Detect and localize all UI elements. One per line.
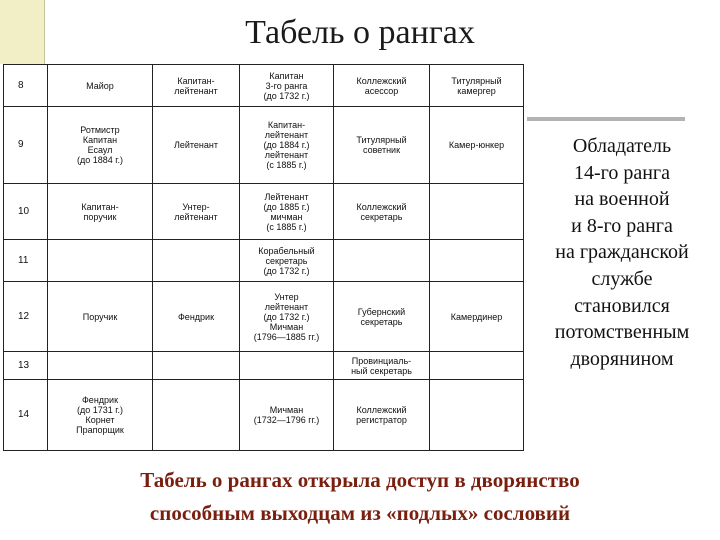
rank-number: 11 <box>4 240 48 282</box>
decorative-line <box>527 117 685 121</box>
table-cell: Корабельный секретарь (до 1732 г.) <box>240 240 334 282</box>
table-cell: Унтер- лейтенант <box>153 184 240 240</box>
table-cell <box>430 184 524 240</box>
table-cell: Провинциаль- ный секретарь <box>334 352 430 380</box>
table-cell: Капитан- лейтенант <box>153 65 240 107</box>
table-cell: Капитан 3-го ранга (до 1732 г.) <box>240 65 334 107</box>
table-cell: Майор <box>48 65 153 107</box>
table-cell: Коллежский секретарь <box>334 184 430 240</box>
table-cell <box>153 380 240 451</box>
table-row <box>4 240 524 282</box>
table-cell <box>153 352 240 380</box>
table-cell: Поручик <box>48 282 153 352</box>
table-cell <box>48 240 153 282</box>
table-cell: Ротмистр Капитан Есаул (до 1884 г.) <box>48 107 153 184</box>
table-cell <box>334 240 430 282</box>
table-cell: Титулярный камергер <box>430 65 524 107</box>
callout-text: Обладатель 14-го ранга на военной и 8-го ранга на гражданской службе становился потомственным дворянином <box>554 135 690 370</box>
table-cell: Коллежский асессор <box>334 65 430 107</box>
rank-number: 13 <box>4 352 48 380</box>
table-cell <box>153 240 240 282</box>
table-row <box>4 352 524 380</box>
table-cell: Камердинер <box>430 282 524 352</box>
rank-number: 14 <box>4 380 48 451</box>
table-cell: Капитан- лейтенант (до 1884 г.) лейтенант (с 1885 г.) <box>240 107 334 184</box>
table-cell <box>240 352 334 380</box>
table-cell <box>48 352 153 380</box>
rank-number: 10 <box>4 184 48 240</box>
table-cell: Лейтенант <box>153 107 240 184</box>
rank-number: 12 <box>4 282 48 352</box>
rank-number: 8 <box>4 65 48 107</box>
ranks-table <box>3 64 524 451</box>
table-cell: Губернский секретарь <box>334 282 430 352</box>
table-cell: Титулярный советник <box>334 107 430 184</box>
table-cell: Унтер лейтенант (до 1732 г.) Мичман (1796—1885 гг.) <box>240 282 334 352</box>
table-row <box>4 65 524 107</box>
table-cell: Камер-юнкер <box>430 107 524 184</box>
table-row <box>4 380 524 451</box>
rank-number: 9 <box>4 107 48 184</box>
table-cell: Коллежский регистратор <box>334 380 430 451</box>
slide-title: Табель о рангах <box>245 14 475 51</box>
table-row <box>4 107 524 184</box>
table-row <box>4 282 524 352</box>
table-cell: Лейтенант (до 1885 г.) мичман (с 1885 г.) <box>240 184 334 240</box>
table-row <box>4 184 524 240</box>
table-cell: Мичман (1732—1796 гг.) <box>240 380 334 451</box>
table-cell <box>430 380 524 451</box>
table-cell <box>430 352 524 380</box>
table-cell: Фендрик <box>153 282 240 352</box>
footer-text: Табель о рангах открыла доступ в дворянство способным выходцам из «подлых» сословий <box>140 468 580 525</box>
table-cell <box>430 240 524 282</box>
table-cell: Фендрик (до 1731 г.) Корнет Прапорщик <box>48 380 153 451</box>
ranks-table-container <box>3 64 523 450</box>
table-cell: Капитан- поручик <box>48 184 153 240</box>
